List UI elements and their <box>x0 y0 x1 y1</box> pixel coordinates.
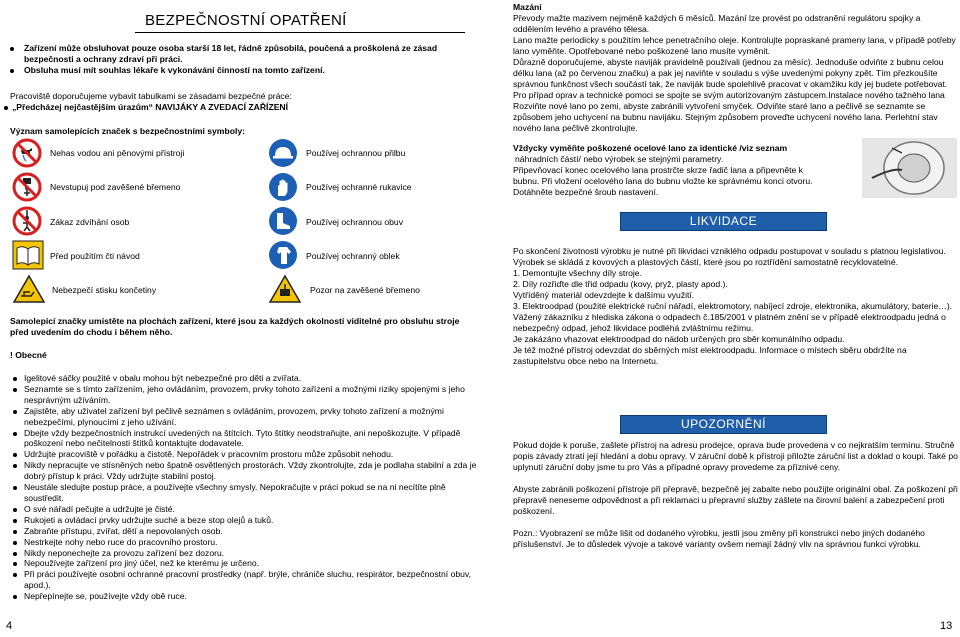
paragraph: Je zakázáno vhazovat elektroodpad do nádob určených pro sběr komunálního odpadu. <box>513 334 845 344</box>
list-item: Nepřepínejte se, používejte vždy obě ruce. <box>24 591 484 602</box>
paragraph: 3. Elektroodpad (použité elektrické ruční nářadí, elektromotory, nabíjecí zdroje, elektronika, akumulátory, baterie…). <box>513 301 953 311</box>
list-item: O své nářadí pečujte a udržujte je čisté. <box>24 504 484 515</box>
list-item: Zařízení může obsluhovat pouze osoba starší 18 let, řádně způsobilá, poučená a proškolená ze zásad bezpečnosti a ochrany zdraví při práci. <box>24 43 484 65</box>
paragraph: Abyste zabránili poškození přístroje při přepravě, bezpečně jej zabalte nebo použijte originální obal. Za poškození při přepravě neneseme odpovědnost a při reklamaci u přepravní služby zášlete na čirovní balení a zabezpečení proti poškození. <box>513 484 958 516</box>
crush-hazard-icon <box>12 274 46 304</box>
list-item: Při práci používejte osobní ochranné pracovní prostředky (např. brýle, chrániče sluchu, respirátor, bezpečnostní obuv, apod.). <box>24 569 484 591</box>
section-heading: Mazání <box>513 2 542 12</box>
sign-label: Používej ochrannou přilbu <box>306 148 406 158</box>
overall-icon <box>268 240 298 270</box>
list-item: Nestrkejte nohy nebo ruce do pracovního prostoru. <box>24 537 484 548</box>
paragraph: 1. Demontujte všechny díly stroje. <box>513 268 642 278</box>
sign-label: Používej ochrannou obuv <box>306 217 403 227</box>
list-item: Nikdy nepracujte ve stísněných nebo špatně osvětlených prostorách. Vždy zkontrolujte, zda je podlaha stabilní a zda je dobrý přístup k práci. Vždy udržujte stabilní postoj. <box>24 460 484 482</box>
title-underline <box>135 32 465 33</box>
paragraph: Po skončení životnosti výrobku je nutné při likvidaci vzniklého odpadu postupovat v souladu s platnou legislativou. Výrobek se skládá z kovových a plastových částí, které jsou po roztřídění samostatně recyklovatelné. <box>513 246 946 267</box>
notice-section <box>513 440 960 550</box>
sign-label: Používej ochranný oblek <box>306 251 400 261</box>
sign-label: Zákaz zdvíhání osob <box>50 217 130 227</box>
sign-label: Nehas vodou ani pěnovými přístroji <box>50 148 185 158</box>
list-item: Seznamte se s tímto zařízením, jeho ovládáním, provozem, prvky tohoto zařízení a možnými riziky spojenými s jeho nesprávným užíváním. <box>24 384 484 406</box>
liquidation-heading: LIKVIDACE <box>620 212 827 231</box>
paragraph: 2. Díly rozřiďte dle třid odpadu (kovy, pryž, plasty apod.). <box>513 279 728 289</box>
no-lifting-persons-icon <box>12 206 42 236</box>
liquidation-section <box>513 246 960 367</box>
paragraph: Převody mažte mazivem nejméně každých 6 měsíců. Mazání lze provést po odstranění regulátoru spojky a oddělením levého a pravého tělesa. <box>513 13 921 34</box>
paragraph: Rozviňte nové lano po zemi, abyste zabránili vytvoření smyček. Odviňte staré lano a pečlivě se seznamte se způsobem jeho uchycení na bubnu navijáku. Stejným způsobem proveďte uchycení nového lana. Perlehtní stav nového lana pečlivě zkontrolujte. <box>513 101 938 133</box>
read-manual-icon <box>12 240 44 270</box>
paragraph: Vytříděný materiál odevzdejte k dalšímu využití. <box>513 290 695 300</box>
sign-label: Pozor na zavěšené břemeno <box>310 285 420 295</box>
sign-label: Před použitím čti návod <box>50 251 140 261</box>
paragraph: Pozn.: Vyobrazení se může lišit od dodaného výrobku, jestli jsou změny při konstrukci nebo jiných dodaného příslušenství. Je to důsledek vývoje a takové varianty ovšem nemají žádný vliv na správnou funkci výrobku. <box>513 528 925 549</box>
paragraph: Důrazně doporučujeme, abyste naviják pravidelně používali (jednou za měsíc). Jednoduše odviňte z bubnu celou délku lana (až po červenou značku) a pak jej naviňte v souladu s výše uvedenými pokyny zpět. Tím přezkoušíte správnou funkčnost všech součástí tak, že naviják bude spolehlivě pracovat v okamžiku kdy jej budete potřebovat. Pro případ oprav a technické pomoci se spojte se svým autorizovaným zástupcem.Instalace nového tažného lana <box>513 57 948 100</box>
winch-rope-drum-image <box>862 138 957 198</box>
list-item: Neustále sledujte postup práce, a používejte všechny smysly. Nepokračujte v práci pokud se na ni necítíte plně soustředit. <box>24 482 484 504</box>
maintenance-section <box>513 2 960 134</box>
signs-heading: Význam samolepících značek s bezpečnostními symboly: <box>10 126 245 136</box>
notice-heading: UPOZORNĚNÍ <box>620 415 827 434</box>
general-list <box>8 373 484 602</box>
paragraph: Vážený zákazníku z hlediska zákona o odpadech č.185/2001 v platném znění se v případě elektroodpadu jedná o nebezpečný odpad, jehož likvidace podléhá zvláštnímu režimu. <box>513 312 946 333</box>
intro-text: Pracoviště doporučujeme vybavit tabulkami se zásadami bezpečné práce: „Předcházej nejčastějším úrazům“ NAVIJÁKY A ZVEDACÍ ZAŘÍZENÍ <box>10 91 470 113</box>
paragraph: Lano mažte periodicky s použitím lehce penetračního oleje. Kontrolujte popraskané prameny lana, v případě potřeby lano vyměňte. Opotřebované nebo poškozené lano musíte vyměnit. <box>513 35 956 56</box>
paragraph: Je též možné přístroj odevzdat do sběrných míst elektroodpadu. Informace o místech sběru obdržíte na zastupitelstvu obce nebo na Internetu. <box>513 345 907 366</box>
safety-requirements <box>8 43 484 76</box>
page-number-right: 13 <box>940 620 953 632</box>
list-item: Nikdy neponechejte za provozu zařízení bez dozoru. <box>24 548 484 559</box>
page-number-left: 4 <box>6 620 13 632</box>
steel-rope-section: Vždycky vyměňte poškozené ocelové lano za identické /viz seznam náhradních částí/ nebo výrobek se stejnými parametry. Připevňovací konec ocelového lana prostrčte skrze řadič lana a připevněte k bubnu. Při vložení ocelového lana do bubnu vložte ke správnému konci otvoru. Dotáhněte bezpečné šroub nastavení. <box>513 143 813 197</box>
list-item: Igelitové sáčky použité v obalu mohou být nebezpečné pro děti a zvířata. <box>24 373 484 384</box>
general-heading: ! Obecné <box>10 350 47 360</box>
list-item: Dbejte vždy bezpečnostních instrukcí uvedených na štítcích. Tyto štítky neodstraňujte, ani nepoškozujte. V případě poškození nebo nečitelnosti štítků kontaktujte dodavatele. <box>24 428 484 450</box>
no-under-load-icon <box>12 172 42 202</box>
list-item: Obsluha musí mít souhlas lékaře k vykonávání činností na tomto zařízení. <box>24 65 484 76</box>
stickers-note: Samolepící značky umístěte na plochách zařízení, které jsou za každých okolností viditelné pro obsluhu stroje před uvedením do chodu i během něho. <box>10 316 460 337</box>
list-item: Udržujte pracoviště v pořádku a čistotě. Nepořádek v pracovním prostoru může způsobit nehodu. <box>24 449 484 460</box>
list-item: Nepoužívejte zařízení pro jiný účel, než ke kterému je určeno. <box>24 558 484 569</box>
suspended-load-icon <box>268 274 302 304</box>
list-item: Zabraňte přístupu, zvířat, dětí a nepovolaných osob. <box>24 526 484 537</box>
sign-label: Používej ochranné rukavice <box>306 182 412 192</box>
helmet-icon <box>268 138 298 168</box>
gloves-icon <box>268 172 298 202</box>
sign-label: Nevstupuj pod zavěšené břemeno <box>50 182 181 192</box>
sign-label: Nebezpečí stisku končetiny <box>52 285 157 295</box>
no-water-extinguish-icon <box>12 138 42 168</box>
boots-icon <box>268 206 298 236</box>
page-title: BEZPEČNOSTNÍ OPATŘENÍ <box>145 12 347 29</box>
paragraph: Pokud dojde k poruše, zašlete přístroj na adresu prodejce, oprava bude provedena v co nejkratším termínu. Stručně popis závady ztratí její hledání a dobu opravy. V záruční době k přístroji přiložte záruční list a doklad o koupi. Také po uplynutí záruční doby jsme tu pro Vás a případné opravy provedeme za příznivé ceny. <box>513 440 958 472</box>
list-item: Rukojeti a ovládací prvky udržujte suché a beze stop olejů a tuků. <box>24 515 484 526</box>
list-item: Zajistěte, aby uživatel zařízení byl pečlivě seznámen s ovládáním, provozem, prvky tohoto zařízení a možnými nebezpečími, plynoucími z jeho užívání. <box>24 406 484 428</box>
